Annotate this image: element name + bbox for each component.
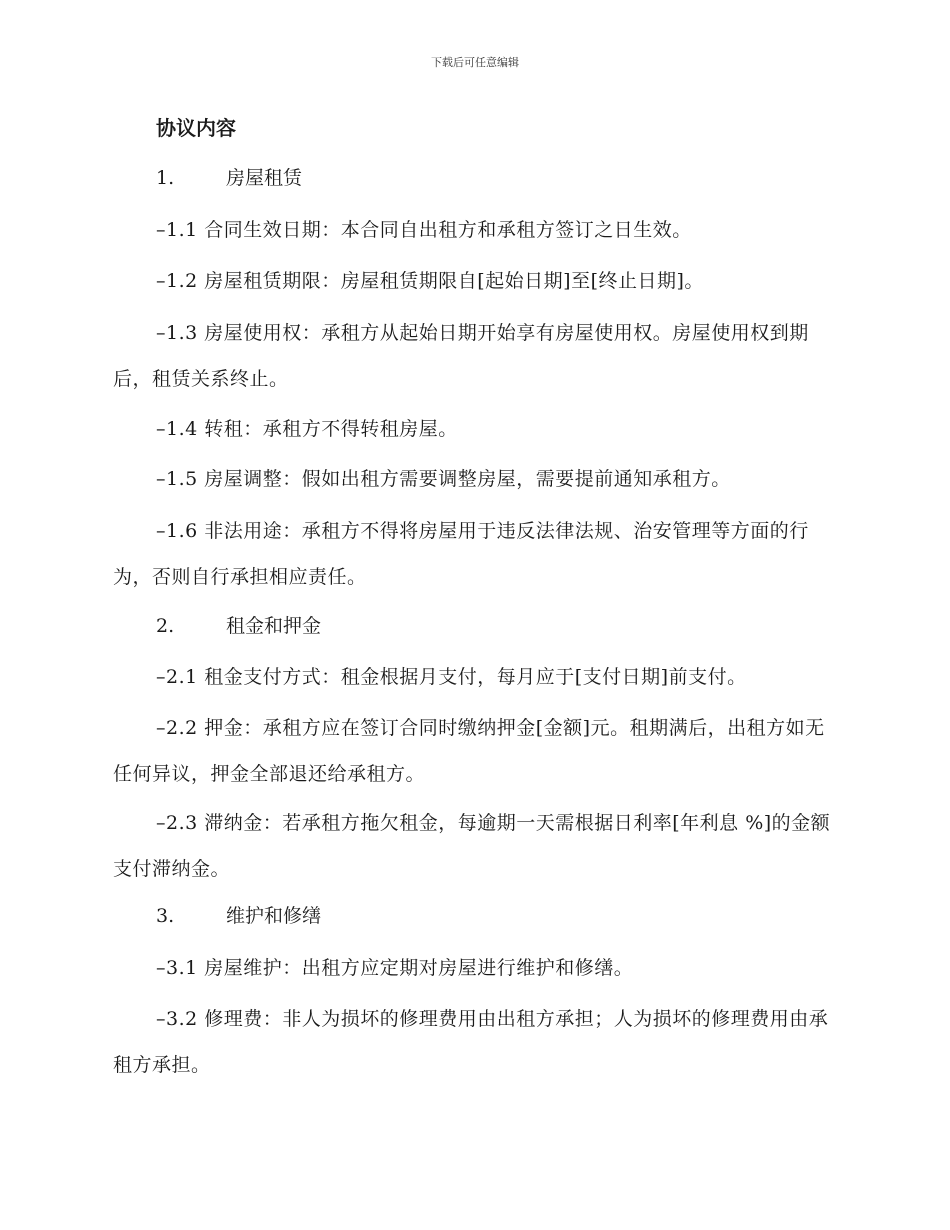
clause-2-1: –2.1 租金支付方式：租金根据月支付，每月应于[支付日期]前支付。	[156, 666, 747, 688]
section-heading-3	[156, 902, 321, 930]
clause-2-3: –2.3 滞纳金：若承租方拖欠租金，每逾期一天需根据日利率[年利息 %]的金额支付滞纳金。	[113, 812, 831, 880]
section-number: 2.	[156, 615, 175, 637]
section-title: 房屋租赁	[226, 167, 303, 189]
clause-3-2: –3.2 修理费：非人为损坏的修理费用由出租方承担；人为损坏的修理费用由承租方承担。	[113, 1008, 829, 1076]
document-title: 协议内容	[156, 116, 236, 140]
clause-1-6: –1.6 非法用途：承租方不得将房屋用于违反法律法规、治安管理等方面的行为，否则自行承担相应责任。	[113, 520, 809, 588]
section-title: 租金和押金	[226, 615, 322, 637]
clause-1-3: –1.3 房屋使用权：承租方从起始日期开始享有房屋使用权。房屋使用权到期后，租赁关系终止。	[113, 322, 809, 390]
clause-1-1: –1.1 合同生效日期：本合同自出租方和承租方签订之日生效。	[156, 219, 692, 241]
section-title: 维护和修缮	[226, 905, 322, 927]
page-header-note: 下载后可任意编辑	[431, 56, 519, 69]
section-number: 3.	[156, 905, 175, 927]
clause-1-2: –1.2 房屋租赁期限：房屋租赁期限自[起始日期]至[终止日期]。	[156, 270, 704, 292]
section-heading-1	[156, 164, 302, 192]
section-heading-2	[156, 612, 321, 640]
clause-2-2: –2.2 押金：承租方应在签订合同时缴纳押金[金额]元。租期满后，出租方如无任何异议，押金全部退还给承租方。	[113, 717, 825, 785]
clause-1-4: –1.4 转租：承租方不得转租房屋。	[156, 418, 458, 440]
clause-3-1: –3.1 房屋维护：出租方应定期对房屋进行维护和修缮。	[156, 957, 634, 979]
clause-1-5: –1.5 房屋调整：假如出租方需要调整房屋，需要提前通知承租方。	[156, 468, 731, 490]
section-number: 1.	[156, 167, 175, 189]
